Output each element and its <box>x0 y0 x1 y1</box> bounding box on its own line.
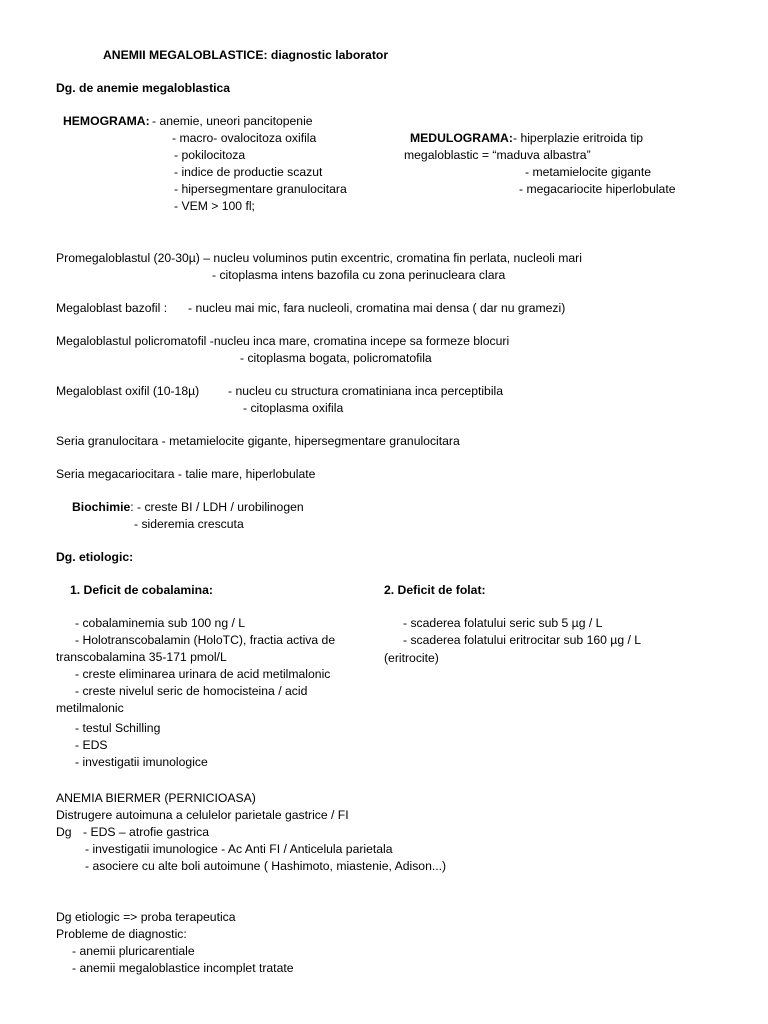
promegaloblast-line: - citoplasma intens bazofila cu zona perinucleara clara <box>212 268 506 282</box>
seria-megacariocitara: Seria megacariocitara - talie mare, hiperlobulate <box>56 467 316 481</box>
megaloblast-oxifil-text: - nucleu cu structura cromatiniana inca perceptibila <box>228 384 504 398</box>
cobalamina-line: - Holotranscobalamin (HoloTC), fractia activa de <box>75 633 336 647</box>
megaloblast-oxifil-line: - citoplasma oxifila <box>243 401 344 415</box>
final-line: - anemii pluricarentiale <box>72 944 195 958</box>
hemograma-label: HEMOGRAMA: <box>63 114 150 128</box>
hemograma-item: - macro- ovalocitoza oxifila <box>172 131 317 145</box>
biermer-line: Distrugere autoimuna a celulelor parietale gastrice / FI <box>56 808 349 822</box>
etiologic-heading: Dg. etiologic: <box>56 550 134 564</box>
folat-heading: 2. Deficit de folat: <box>384 583 486 597</box>
cobalamina-line: - investigatii imunologice <box>75 755 208 769</box>
megaloblast-policromatofil-line: Megaloblastul policromatofil -nucleu inca mare, cromatina incepe sa formeze blocuri <box>56 334 510 348</box>
megaloblast-bazofil-text: - nucleu mai mic, fara nucleoli, cromatina mai densa ( dar nu gramezi) <box>188 301 566 315</box>
cobalamina-heading: 1. Deficit de cobalamina: <box>70 583 213 597</box>
medulograma-label: MEDULOGRAMA: <box>410 131 513 145</box>
hemograma-item: - VEM > 100 fl; <box>174 199 255 213</box>
biermer-dg-label: Dg <box>56 825 72 839</box>
cobalamina-line: transcobalamina 35-171 pmol/L <box>56 650 227 664</box>
biermer-line: - asociere cu alte boli autoimune ( Hashimoto, miastenie, Adison...) <box>85 859 447 873</box>
final-line: - anemii megaloblastice incomplet tratate <box>72 961 294 975</box>
document-title: ANEMII MEGALOBLASTICE: diagnostic laborator <box>103 48 389 62</box>
cobalamina-line: - creste eliminarea urinara de acid metilmalonic <box>75 667 331 681</box>
hemograma-item: - hipersegmentare granulocitara <box>174 182 347 196</box>
folat-line: - scaderea folatului eritrocitar sub 160 µg / L <box>403 633 642 647</box>
biermer-heading: ANEMIA BIERMER (PERNICIOASA) <box>56 791 256 805</box>
cobalamina-line: - cobalaminemia sub 100 ng / L <box>75 616 246 630</box>
hemograma-item: - anemie, uneori pancitopenie <box>152 114 313 128</box>
megaloblast-policromatofil-line: - citoplasma bogata, policromatofila <box>240 351 432 365</box>
cobalamina-line: - testul Schilling <box>75 721 161 735</box>
folat-line: - scaderea folatului seric sub 5 µg / L <box>403 616 603 630</box>
megaloblast-oxifil-label: Megaloblast oxifil (10-18µ) <box>56 384 200 398</box>
megaloblast-bazofil-label: Megaloblast bazofil : <box>56 301 168 315</box>
biochimie-line: - sideremia crescuta <box>134 517 244 531</box>
dg-heading: Dg. de anemie megaloblastica <box>56 81 231 95</box>
biochimie-line <box>72 499 304 516</box>
medulograma-line: - megacariocite hiperlobulate <box>519 182 676 196</box>
seria-granulocitara: Seria granulocitara - metamielocite gigante, hipersegmentare granulocitara <box>56 434 460 448</box>
biermer-line: - EDS – atrofie gastrica <box>83 825 209 839</box>
hemograma-item: - pokilocitoza <box>174 148 246 162</box>
hemograma-item: - indice de productie scazut <box>174 165 323 179</box>
biochimie-text: : - creste BI / LDH / urobilinogen <box>130 500 304 514</box>
final-line: Dg etiologic => proba terapeutica <box>56 910 236 924</box>
cobalamina-line: metilmalonic <box>56 701 124 715</box>
medulograma-line: megaloblastic = “maduva albastra” <box>404 148 591 162</box>
cobalamina-line: - creste nivelul seric de homocisteina / acid <box>75 684 308 698</box>
final-line: Probleme de diagnostic: <box>56 927 187 941</box>
folat-line: (eritrocite) <box>384 651 439 665</box>
medulograma-line: - hiperplazie eritroida tip <box>513 131 644 145</box>
cobalamina-line: - EDS <box>75 738 108 752</box>
biermer-line: - investigatii imunologice - Ac Anti FI / Anticelula parietala <box>85 842 393 856</box>
biochimie-label: Biochimie <box>72 500 131 514</box>
medulograma-line: - metamielocite gigante <box>525 165 651 179</box>
promegaloblast-line: Promegaloblastul (20-30µ) – nucleu voluminos putin excentric, cromatina fin perlata, nucleoli mari <box>56 251 582 265</box>
